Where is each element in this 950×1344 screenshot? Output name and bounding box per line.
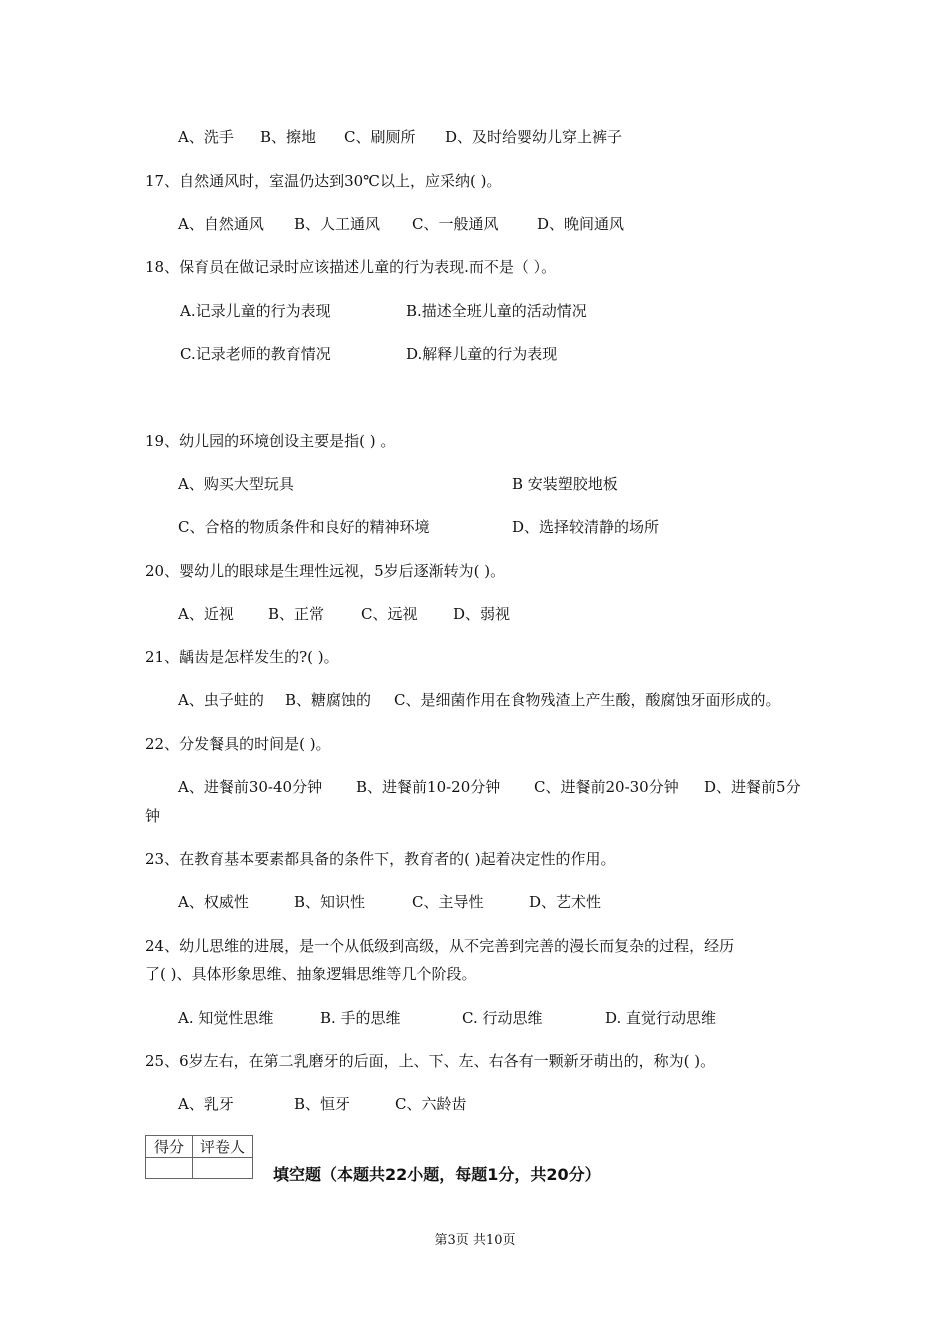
question-24-stem-line2: 了( )、具体形象思维、抽象逻辑思维等几个阶段。: [145, 965, 477, 983]
q20-option-c: C、远视: [361, 605, 418, 623]
q18-option-a: A.记录儿童的行为表现: [180, 302, 331, 320]
score-table: [145, 1135, 253, 1179]
question-19-stem: 19、幼儿园的环境创设主要是指( ) 。: [145, 432, 396, 450]
q24-option-d: D. 直觉行动思维: [605, 1009, 717, 1027]
q21-option-a: A、虫子蛀的: [178, 691, 264, 709]
q18-option-c: C.记录老师的教育情况: [180, 345, 331, 363]
q21-option-b: B、糖腐蚀的: [285, 691, 372, 709]
question-17-stem: 17、自然通风时，室温仍达到30℃以上，应采纳( )。: [145, 172, 502, 190]
grader-cell: [193, 1158, 253, 1179]
q18-option-b: B.描述全班儿童的活动情况: [406, 302, 587, 320]
q19-option-b: B 安装塑胶地板: [512, 475, 618, 493]
q25-option-c: C、六龄齿: [395, 1095, 467, 1113]
q23-option-b: B、知识性: [294, 893, 366, 911]
grader-header: 评卷人: [193, 1136, 253, 1158]
q23-option-d: D、艺术性: [529, 893, 602, 911]
score-header: 得分: [146, 1136, 193, 1158]
q22-option-d: D、进餐前5分: [704, 778, 801, 796]
q17-option-a: A、自然通风: [178, 215, 264, 233]
score-cell: [146, 1158, 193, 1179]
page-footer: 第3页 共10页: [434, 1233, 516, 1248]
question-21-stem: 21、龋齿是怎样发生的?( )。: [145, 648, 339, 666]
option-d: D、及时给婴幼儿穿上裤子: [445, 128, 623, 146]
q23-option-c: C、主导性: [412, 893, 484, 911]
q19-option-d: D、选择较清静的场所: [512, 518, 660, 536]
q24-option-c: C. 行动思维: [462, 1009, 543, 1027]
q25-option-b: B、恒牙: [294, 1095, 351, 1113]
q20-option-d: D、弱视: [453, 605, 511, 623]
q20-option-a: A、近视: [178, 605, 234, 623]
q18-option-d: D.解释儿童的行为表现: [406, 345, 558, 363]
option-c: C、刷厕所: [344, 128, 416, 146]
q22-option-d-wrap: 钟: [145, 807, 161, 825]
question-22-stem: 22、分发餐具的时间是( )。: [145, 735, 331, 753]
section-title: 填空题（本题共22小题，每题1分，共20分）: [273, 1165, 601, 1184]
question-20-stem: 20、婴幼儿的眼球是生理性远视，5岁后逐渐转为( )。: [145, 562, 506, 580]
q25-option-a: A、乳牙: [178, 1095, 234, 1113]
q23-option-a: A、权威性: [178, 893, 249, 911]
q17-option-d: D、晚间通风: [537, 215, 625, 233]
question-18-stem: 18、保育员在做记录时应该描述儿童的行为表现.而不是（ ）。: [145, 258, 557, 276]
q21-option-c: C、是细菌作用在食物残渣上产生酸，酸腐蚀牙面形成的。: [394, 691, 781, 709]
option-b: B、擦地: [260, 128, 317, 146]
q19-option-a: A、购买大型玩具: [178, 475, 294, 493]
q24-option-a: A. 知觉性思维: [178, 1009, 274, 1027]
q19-option-c: C、合格的物质条件和良好的精神环境: [178, 518, 430, 536]
question-23-stem: 23、在教育基本要素都具备的条件下，教育者的( )起着决定性的作用。: [145, 850, 616, 868]
q17-option-c: C、一般通风: [412, 215, 499, 233]
option-a: A、洗手: [178, 128, 234, 146]
q22-option-a: A、进餐前30-40分钟: [178, 778, 323, 796]
q17-option-b: B、人工通风: [294, 215, 381, 233]
q22-option-c: C、进餐前20-30分钟: [534, 778, 679, 796]
q20-option-b: B、正常: [268, 605, 325, 623]
question-24-stem-line1: 24、幼儿思维的进展，是一个从低级到高级，从不完善到完善的漫长而复杂的过程，经历: [145, 937, 735, 955]
q24-option-b: B. 手的思维: [320, 1009, 401, 1027]
question-25-stem: 25、6岁左右，在第二乳磨牙的后面，上、下、左、右各有一颗新牙萌出的，称为( )。: [145, 1052, 716, 1070]
q22-option-b: B、进餐前10-20分钟: [356, 778, 501, 796]
